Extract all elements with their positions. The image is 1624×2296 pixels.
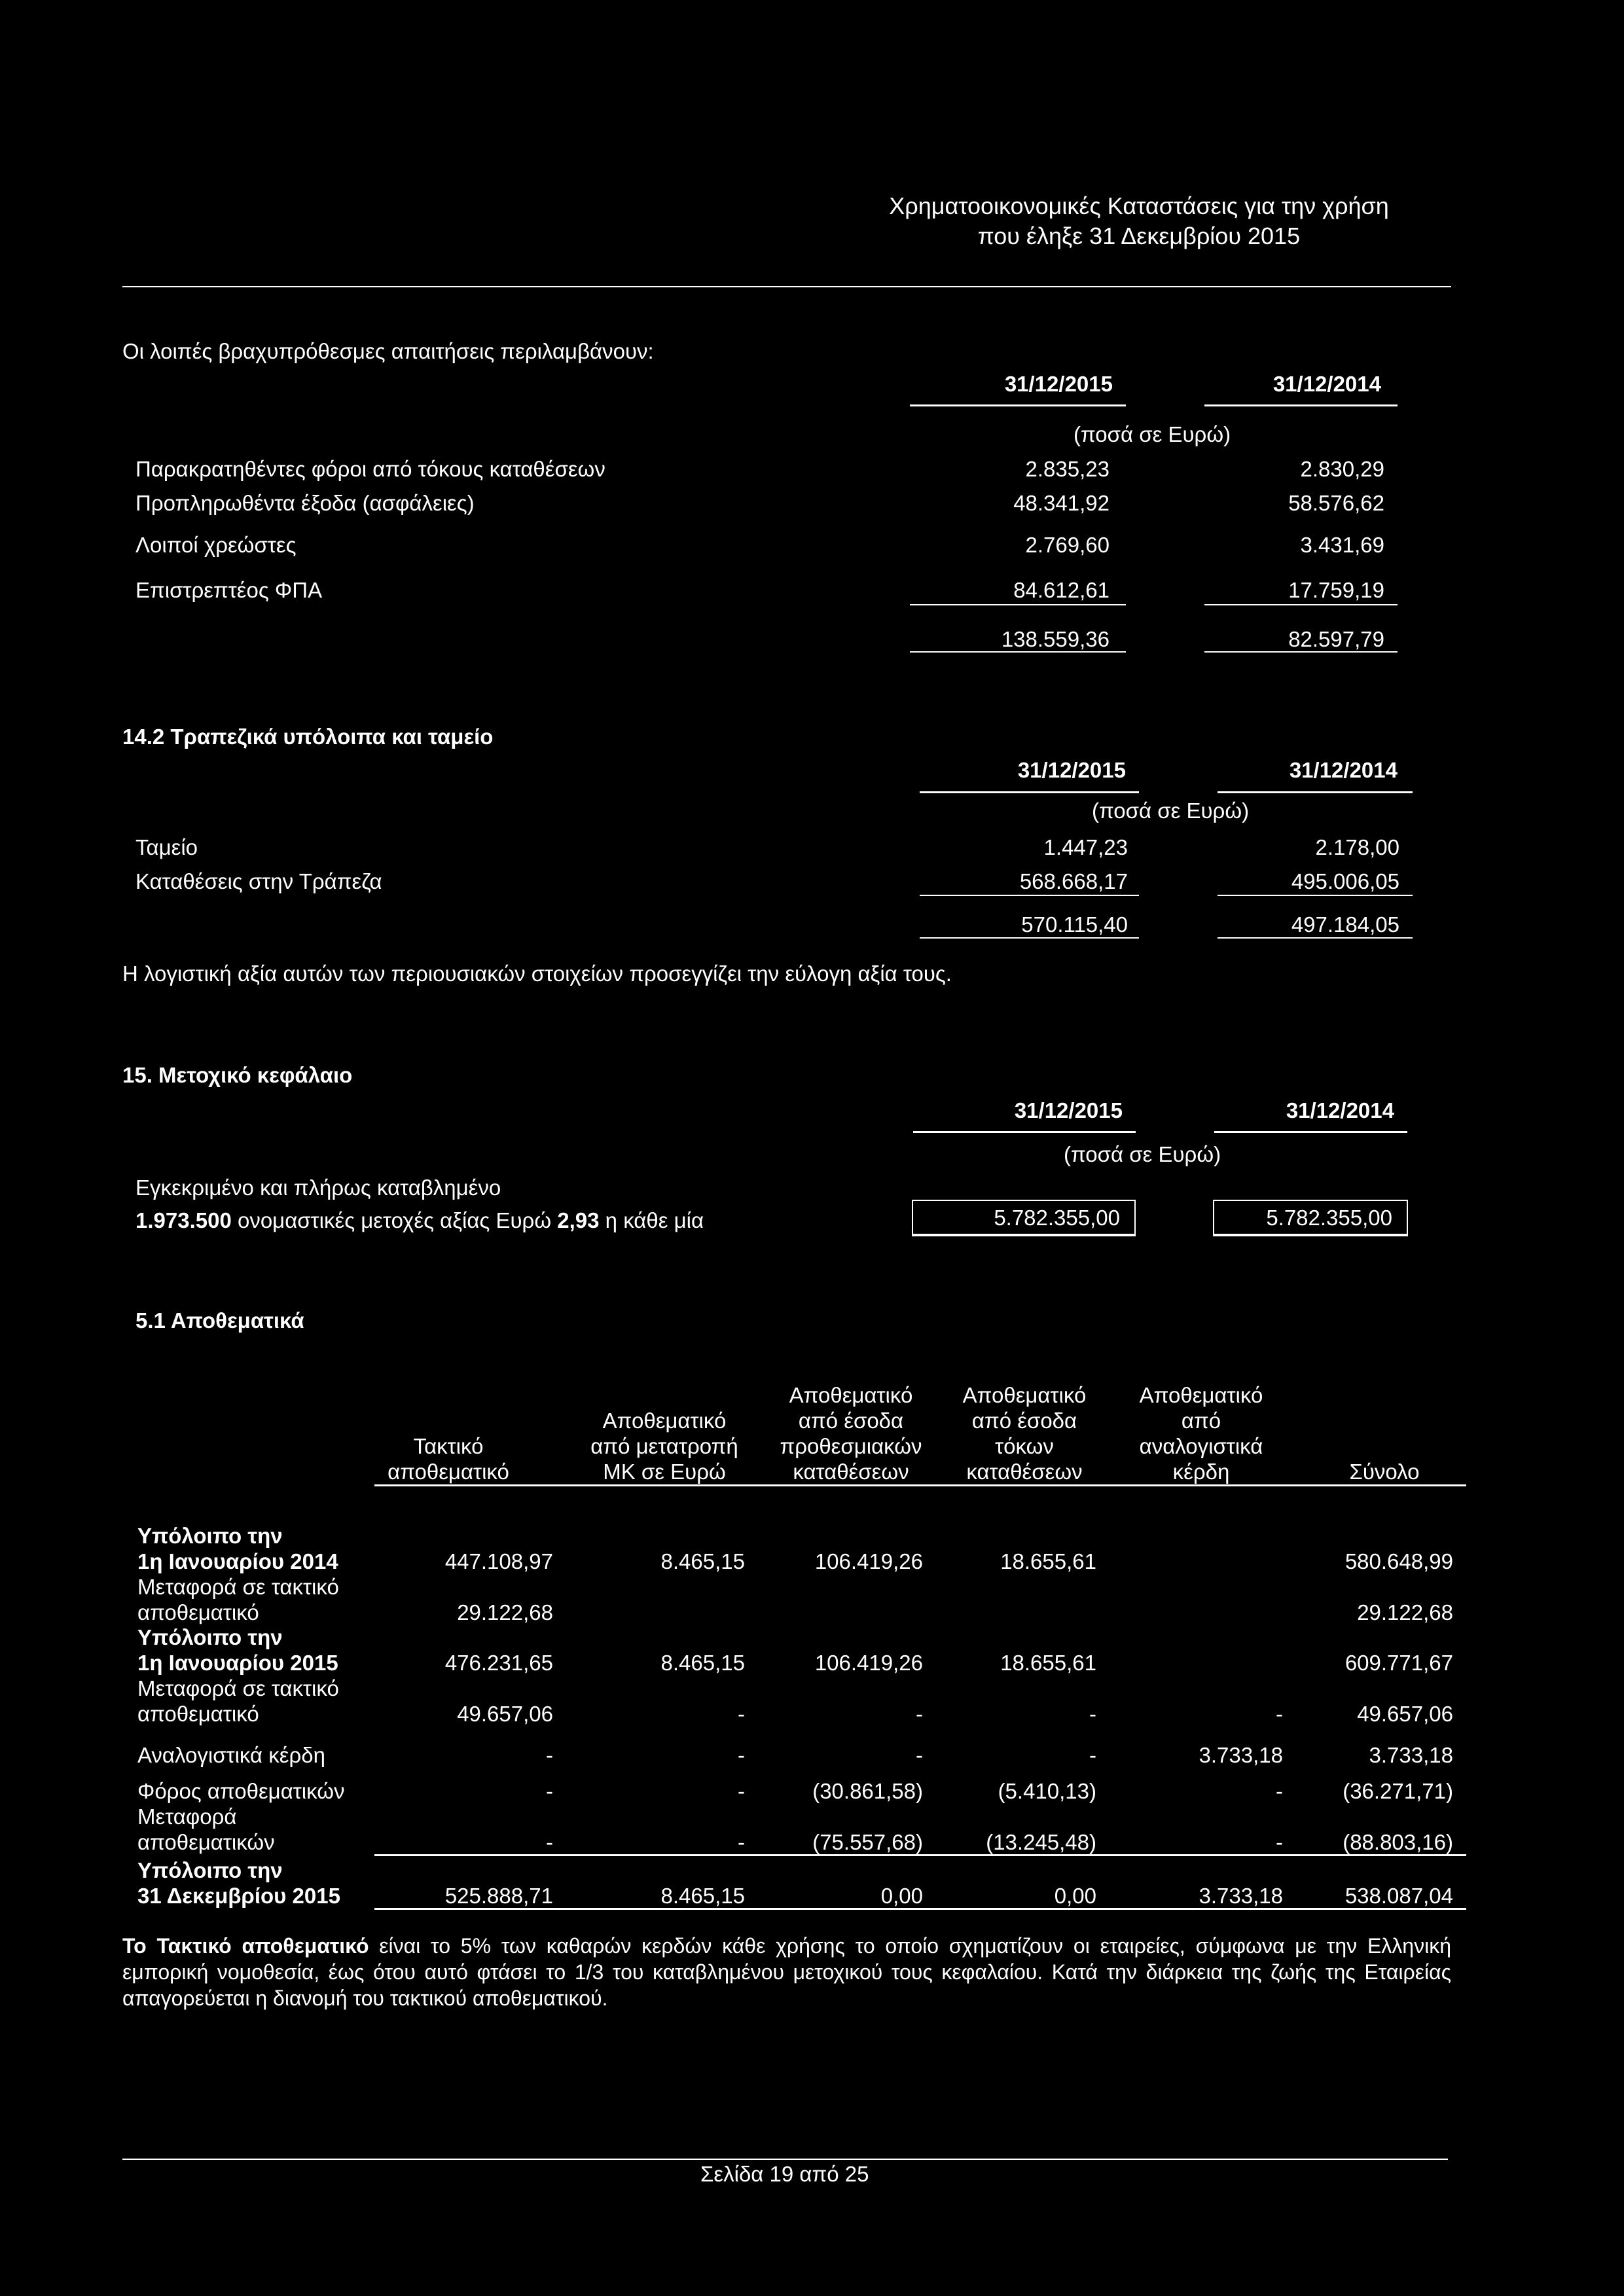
bank-total-2015: 570.115,40 xyxy=(1021,912,1128,937)
reserves-row-label: 1η Ιανουαρίου 2015 xyxy=(137,1651,338,1675)
receivables-row-label: Παρακρατηθέντες φόροι από τόκους καταθέσεων xyxy=(135,457,605,481)
bank-col-2014-rule xyxy=(1218,791,1413,793)
reserves-cell: 29.122,68 xyxy=(457,1600,553,1624)
reserves-header-rule xyxy=(374,1484,1466,1486)
document-title-line2: που έληξε 31 Δεκεμβρίου 2015 xyxy=(977,223,1301,249)
reserves-cell: 18.655,61 xyxy=(1000,1549,1096,1573)
reserves-cell: (13.245,48) xyxy=(986,1830,1096,1854)
bank-total-rule-2014 xyxy=(1218,937,1413,939)
reserves-cell: - xyxy=(916,1702,923,1726)
reserves-subtotal-rule xyxy=(374,1854,1466,1856)
reserves-total-rule xyxy=(374,1908,1466,1910)
reserves-row-label: Μεταφορά σε τακτικό xyxy=(137,1575,339,1599)
reserves-col-header: Σύνολο xyxy=(1349,1460,1420,1484)
receivables-row-label: Προπληρωθέντα έξοδα (ασφάλειες) xyxy=(135,491,475,515)
receivables-row-2014: 3.431,69 xyxy=(1300,533,1384,557)
receivables-row-2015: 48.341,92 xyxy=(1013,491,1110,515)
receivables-row-2014: 17.759,19 xyxy=(1288,578,1384,602)
reserves-col-header: Τακτικό αποθεματικό xyxy=(388,1434,509,1484)
bank-col-2015: 31/12/2015 xyxy=(1017,758,1126,782)
capital-shares-mid: ονομαστικές μετοχές αξίας Ευρώ xyxy=(231,1208,558,1232)
receivables-row-label: Λοιποί χρεώστες xyxy=(135,533,297,557)
reserves-row-label: Υπόλοιπο την xyxy=(137,1858,283,1882)
reserves-cell: (36.271,71) xyxy=(1343,1779,1453,1803)
reserves-row-label: Μεταφορά σε τακτικό xyxy=(137,1676,339,1700)
reserves-cell: 106.419,26 xyxy=(814,1549,923,1573)
reserves-cell: 525.888,71 xyxy=(444,1884,553,1908)
reserves-cell: - xyxy=(738,1702,745,1726)
reserves-cell: (5.410,13) xyxy=(998,1779,1096,1803)
bank-units: (ποσά σε Ευρώ) xyxy=(1092,798,1250,823)
reserves-row-label: Μεταφορά xyxy=(137,1804,237,1829)
reserves-cell: - xyxy=(738,1779,745,1803)
reserves-row-label: αποθεματικών xyxy=(137,1830,275,1854)
bank-row-label: Καταθέσεις στην Τράπεζα xyxy=(135,869,382,893)
capital-col-2014: 31/12/2014 xyxy=(1286,1098,1394,1122)
reserves-cell: - xyxy=(1276,1830,1283,1854)
reserves-cell: - xyxy=(1276,1702,1283,1726)
reserves-col-header: Αποθεματικό από έσοδα τόκων καταθέσεων xyxy=(962,1383,1087,1484)
receivables-intro: Οι λοιπές βραχυπρόθεσμες απαιτήσεις περιλαμβάνουν: xyxy=(122,339,654,363)
bank-row-label: Ταμείο xyxy=(135,835,198,859)
capital-line1: Εγκεκριμένο και πλήρως καταβλημένο xyxy=(135,1175,501,1200)
capital-shares-line xyxy=(135,1208,704,1234)
reserves-cell: - xyxy=(546,1779,553,1803)
reserves-cell: 0,00 xyxy=(880,1884,923,1908)
footer-divider xyxy=(122,2159,1448,2160)
reserves-cell: (30.861,58) xyxy=(812,1779,923,1803)
bank-row-2015: 568.668,17 xyxy=(1019,869,1128,893)
bank-total-rule-2015 xyxy=(920,937,1139,939)
reserves-cell: 29.122,68 xyxy=(1357,1600,1453,1624)
reserves-cell: - xyxy=(1089,1743,1096,1767)
reserves-footnote-bold: Το Τακτικό αποθεματικό xyxy=(122,1934,369,1958)
bank-heading: 14.2 Τραπεζικά υπόλοιπα και ταμείο xyxy=(122,725,494,749)
reserves-cell: 18.655,61 xyxy=(1000,1651,1096,1675)
reserves-row-label: αποθεματικό xyxy=(137,1702,259,1726)
capital-col-2015-rule xyxy=(913,1131,1136,1133)
reserves-cell: - xyxy=(916,1743,923,1767)
reserves-cell: 49.657,06 xyxy=(457,1702,553,1726)
reserves-cell: - xyxy=(738,1743,745,1767)
header-divider xyxy=(122,286,1451,287)
receivables-col-2015-rule xyxy=(910,404,1126,406)
receivables-row-2014: 58.576,62 xyxy=(1288,491,1384,515)
reserves-cell: 580.648,99 xyxy=(1344,1549,1453,1573)
reserves-footnote-text: είναι το 5% των καθαρών κερδών κάθε χρήσης το οποίο σχηματίζουν οι εταιρείες, σύμφωνα με την Ελληνική εμπορική νομοθεσία, έως ότου αυτό φτάσει το 1/3 του καταβλημένου μετοχικού τους κεφαλαίου. Κατά την διάρκεια της ζωής της Εταιρείας απαγορεύεται η διανομή του τακτικού αποθεματικού. xyxy=(122,1934,1452,2010)
bank-total-2014: 497.184,05 xyxy=(1291,912,1399,937)
reserves-cell: 447.108,97 xyxy=(444,1549,553,1573)
receivables-total-2014: 82.597,79 xyxy=(1288,627,1384,651)
receivables-total-2015: 138.559,36 xyxy=(1001,627,1110,651)
receivables-col-2015: 31/12/2015 xyxy=(1004,372,1113,396)
bank-row-2015: 1.447,23 xyxy=(1043,835,1128,859)
reserves-cell: 8.465,15 xyxy=(660,1651,745,1675)
reserves-col-header: Αποθεματικό από έσοδα προθεσμιακών καταθέσεων xyxy=(780,1383,922,1484)
page-number: Σελίδα 19 από 25 xyxy=(700,2162,869,2186)
receivables-units: (ποσά σε Ευρώ) xyxy=(1074,422,1231,446)
bank-row-2014: 2.178,00 xyxy=(1315,835,1399,859)
reserves-footnote xyxy=(122,1933,1451,2011)
document-title xyxy=(851,191,1427,251)
capital-col-2014-rule xyxy=(1214,1131,1407,1133)
capital-nominal: 2,93 xyxy=(557,1208,600,1232)
bank-col-2014: 31/12/2014 xyxy=(1289,758,1398,782)
reserves-cell: - xyxy=(546,1830,553,1854)
reserves-cell: 609.771,67 xyxy=(1344,1651,1453,1675)
reserves-cell: (75.557,68) xyxy=(812,1830,923,1854)
reserves-row-label: 1η Ιανουαρίου 2014 xyxy=(137,1549,338,1573)
reserves-cell: - xyxy=(546,1743,553,1767)
capital-value-2015: 5.782.355,00 xyxy=(912,1200,1136,1236)
receivables-col-2014: 31/12/2014 xyxy=(1272,372,1381,396)
capital-shares-count: 1.973.500 xyxy=(135,1208,232,1232)
capital-col-2015: 31/12/2015 xyxy=(1014,1098,1123,1122)
receivables-row-2015: 2.835,23 xyxy=(1025,457,1110,481)
reserves-row-label: 31 Δεκεμβρίου 2015 xyxy=(137,1884,340,1908)
reserves-row-label: Υπόλοιπο την xyxy=(137,1524,283,1548)
capital-shares-end: η κάθε μία xyxy=(599,1208,704,1232)
reserves-cell: 49.657,06 xyxy=(1357,1702,1453,1726)
receivables-row-label: Επιστρεπτέος ΦΠΑ xyxy=(135,578,323,602)
reserves-cell: 3.733,18 xyxy=(1199,1743,1283,1767)
reserves-cell: (88.803,16) xyxy=(1343,1830,1453,1854)
reserves-col-header: Αποθεματικό από μετατροπή ΜΚ σε Ευρώ xyxy=(590,1408,738,1484)
reserves-cell: 538.087,04 xyxy=(1344,1884,1453,1908)
reserves-row-label: Φόρος αποθεματικών xyxy=(137,1779,345,1803)
reserves-cell: 3.733,18 xyxy=(1369,1743,1453,1767)
capital-heading: 15. Μετοχικό κεφάλαιο xyxy=(122,1063,353,1087)
receivables-total-rule-2015 xyxy=(910,651,1126,653)
reserves-row-label: αποθεματικό xyxy=(137,1600,259,1624)
reserves-cell: - xyxy=(1276,1779,1283,1803)
bank-subtotal-rule-2015 xyxy=(920,895,1139,896)
reserves-cell: 8.465,15 xyxy=(660,1884,745,1908)
bank-row-2014: 495.006,05 xyxy=(1291,869,1399,893)
capital-value-2014: 5.782.355,00 xyxy=(1213,1200,1408,1236)
bank-note: Η λογιστική αξία αυτών των περιουσιακών στοιχείων προσεγγίζει την εύλογη αξία τους. xyxy=(122,961,952,986)
reserves-row-label: Υπόλοιπο την xyxy=(137,1625,283,1649)
reserves-cell: 0,00 xyxy=(1054,1884,1096,1908)
receivables-row-2015: 2.769,60 xyxy=(1025,533,1110,557)
receivables-subtotal-rule-2015 xyxy=(910,604,1126,605)
reserves-cell: 476.231,65 xyxy=(444,1651,553,1675)
receivables-total-rule-2014 xyxy=(1204,651,1398,653)
receivables-col-2014-rule xyxy=(1204,404,1398,406)
reserves-cell: 106.419,26 xyxy=(814,1651,923,1675)
reserves-cell: - xyxy=(738,1830,745,1854)
bank-subtotal-rule-2014 xyxy=(1218,895,1413,896)
receivables-row-2014: 2.830,29 xyxy=(1300,457,1384,481)
reserves-cell: - xyxy=(1089,1702,1096,1726)
receivables-row-2015: 84.612,61 xyxy=(1013,578,1110,602)
capital-units: (ποσά σε Ευρώ) xyxy=(1064,1142,1221,1166)
reserves-col-header: Αποθεματικό από αναλογιστικά κέρδη xyxy=(1139,1383,1263,1484)
reserves-cell: 3.733,18 xyxy=(1199,1884,1283,1908)
reserves-row-label: Αναλογιστικά κέρδη xyxy=(137,1743,325,1767)
reserves-heading: 5.1 Αποθεματικά xyxy=(135,1308,304,1333)
receivables-subtotal-rule-2014 xyxy=(1204,604,1398,605)
reserves-cell: 8.465,15 xyxy=(660,1549,745,1573)
bank-col-2015-rule xyxy=(920,791,1139,793)
document-title-line1: Χρηματοοικονομικές Καταστάσεις για την χρήση xyxy=(889,192,1389,219)
